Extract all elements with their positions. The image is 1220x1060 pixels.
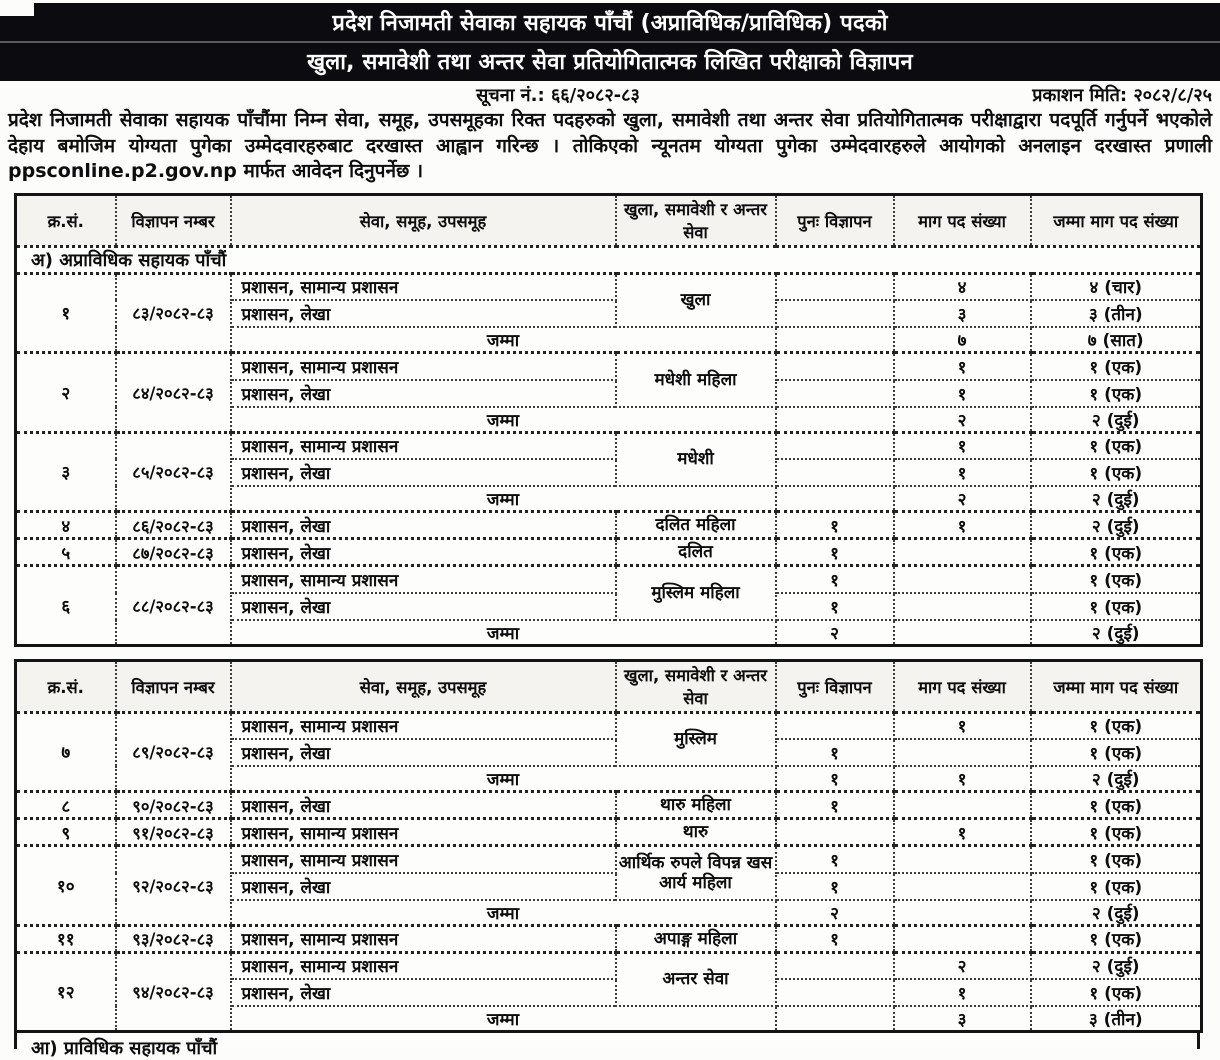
category: थारु महिला xyxy=(616,792,776,819)
advert-number: ९४/२०८२-८३ xyxy=(116,952,231,1032)
category: मुस्लिम xyxy=(616,712,776,766)
service-group: प्रशासन, सामान्य प्रशासन xyxy=(231,925,616,952)
service-group: प्रशासन, सामान्य प्रशासन xyxy=(231,566,616,593)
post-count: १ xyxy=(894,459,1031,486)
category: मधेशी xyxy=(616,432,776,486)
total-post-count: ७ (सात) xyxy=(1031,327,1202,353)
total-post-count: २ (दुई) xyxy=(1031,407,1202,433)
total-post-count: १ (एक) xyxy=(1031,712,1202,739)
sum-label: जम्मा xyxy=(231,620,776,646)
advert-number: ८९/२०८२-८३ xyxy=(116,712,231,792)
sum-label: जम्मा xyxy=(231,327,776,353)
sum-label: जम्मा xyxy=(231,407,776,433)
advert-number: ९०/२०८२-८३ xyxy=(116,792,231,819)
re-advert-count xyxy=(776,1006,894,1032)
table-row xyxy=(16,952,1202,979)
advert-number: ८७/२०८२-८३ xyxy=(116,539,231,566)
re-advert-count xyxy=(776,300,894,327)
advert-number: ८४/२०८२-८३ xyxy=(116,353,231,433)
service-group: प्रशासन, सामान्य प्रशासन xyxy=(231,952,616,979)
re-advert-count xyxy=(776,712,894,739)
column-header: खुला, समावेशी र अन्तर सेवा xyxy=(616,194,776,246)
table-row xyxy=(16,539,1202,566)
serial-number: १२ xyxy=(16,952,116,1032)
serial-number: २ xyxy=(16,353,116,433)
advert-number: ८५/२०८२-८३ xyxy=(116,432,231,512)
post-count: १ xyxy=(894,432,1031,459)
category: दलित xyxy=(616,539,776,566)
serial-number: ८ xyxy=(16,792,116,819)
serial-number: ११ xyxy=(16,925,116,952)
table-row xyxy=(16,712,1202,739)
category: खुला xyxy=(616,273,776,327)
intro-paragraph: प्रदेश निजामती सेवाका सहायक पाँचौंमा निम्न सेवा, समूह, उपसमूहका रिक्त पदहरुको खुला, समावेशी तथा अन्तर सेवा प्रतियोगितात्मक परीक्षाद्वारा पदपूर्ति गर्नुपर्ने भएकोले देहाय बमोजिम योग्यता पुगेका उम्मेदवारहरुबाट दरखास्त आह्वान गरिन्छ । तोकिएको न्यूनतम योग्यता पुगेका उम्मेदवारहरुले आयोगको अनलाइन दरखास्त प्रणाली ppsconline.p2.gov.np मार्फत आवेदन दिनुपर्नेछ । xyxy=(8,109,1212,182)
table-row xyxy=(16,566,1202,593)
total-post-count: १ (एक) xyxy=(1031,566,1202,593)
table-row xyxy=(16,194,1202,246)
total-post-count: १ (एक) xyxy=(1031,846,1202,873)
re-advert-count: १ xyxy=(776,539,894,566)
advert-number: ८८/२०८२-८३ xyxy=(116,566,231,646)
title-line-1: प्रदेश निजामती सेवाका सहायक पाँचौं (अप्राविधिक/प्राविधिक) पदको xyxy=(332,11,888,36)
category: थारु xyxy=(616,819,776,846)
post-count xyxy=(894,873,1031,900)
re-advert-count xyxy=(776,353,894,380)
column-header: जम्मा माग पद संख्या xyxy=(1031,194,1202,246)
post-count xyxy=(894,539,1031,566)
re-advert-count xyxy=(776,952,894,979)
total-post-count: १ (एक) xyxy=(1031,539,1202,566)
service-group: प्रशासन, लेखा xyxy=(231,459,616,486)
post-count xyxy=(894,792,1031,819)
table-row xyxy=(16,353,1202,380)
post-count xyxy=(894,739,1031,766)
service-group: प्रशासन, सामान्य प्रशासन xyxy=(231,432,616,459)
table-row xyxy=(16,660,1202,712)
publish-date: प्रकाशन मिति: २०८२/८/२५ xyxy=(1032,85,1212,106)
total-post-count: २ (दुई) xyxy=(1031,486,1202,512)
post-count xyxy=(894,620,1031,646)
post-count xyxy=(894,925,1031,952)
re-advert-count xyxy=(776,407,894,433)
service-group: प्रशासन, सामान्य प्रशासन xyxy=(231,846,616,873)
service-group: प्रशासन, सामान्य प्रशासन xyxy=(231,273,616,300)
total-post-count: ३ (तीन) xyxy=(1031,1006,1202,1032)
total-post-count: १ (एक) xyxy=(1031,979,1202,1006)
service-group: प्रशासन, लेखा xyxy=(231,300,616,327)
title-banner xyxy=(0,3,1220,81)
post-count: ४ xyxy=(894,273,1031,300)
table-row xyxy=(16,846,1202,873)
scan-corner-notch xyxy=(0,3,34,16)
re-advert-count xyxy=(776,979,894,1006)
post-count xyxy=(894,593,1031,620)
re-advert-count: १ xyxy=(776,925,894,952)
re-advert-count: १ xyxy=(776,846,894,873)
table-row xyxy=(16,432,1202,459)
post-count: १ xyxy=(894,712,1031,739)
re-advert-count: १ xyxy=(776,792,894,819)
column-header: खुला, समावेशी र अन्तर सेवा xyxy=(616,660,776,712)
post-count: २ xyxy=(894,486,1031,512)
total-post-count: १ (एक) xyxy=(1031,925,1202,952)
re-advert-count: १ xyxy=(776,766,894,792)
total-post-count: १ (एक) xyxy=(1031,593,1202,620)
section-heading: अ) अप्राविधिक सहायक पाँचौं xyxy=(16,246,1202,273)
service-group: प्रशासन, लेखा xyxy=(231,739,616,766)
total-post-count: १ (एक) xyxy=(1031,819,1202,846)
service-group: प्रशासन, लेखा xyxy=(231,380,616,407)
section-b-heading: आ) प्राविधिक सहायक पाँचौं xyxy=(31,1038,218,1059)
total-post-count: २ (दुई) xyxy=(1031,900,1202,926)
post-count: १ xyxy=(894,353,1031,380)
category: अपाङ्ग महिला xyxy=(616,925,776,952)
post-count: १ xyxy=(894,819,1031,846)
total-post-count: १ (एक) xyxy=(1031,353,1202,380)
column-header: क्र.सं. xyxy=(16,660,116,712)
column-header: पुनः विज्ञापन xyxy=(776,194,894,246)
advert-number: ९२/२०८२-८३ xyxy=(116,846,231,926)
post-count: ३ xyxy=(894,1006,1031,1032)
re-advert-count xyxy=(776,327,894,353)
service-group: प्रशासन, लेखा xyxy=(231,539,616,566)
total-post-count: २ (दुई) xyxy=(1031,620,1202,646)
table-row xyxy=(16,925,1202,952)
total-post-count: २ (दुई) xyxy=(1031,766,1202,792)
vacancy-table-nontechnical xyxy=(14,193,1203,647)
re-advert-count xyxy=(776,273,894,300)
category: आर्थिक रुपले विपन्न खस आर्य महिला xyxy=(616,846,776,900)
column-header: क्र.सं. xyxy=(16,194,116,246)
column-header: विज्ञापन नम्बर xyxy=(116,660,231,712)
serial-number: १० xyxy=(16,846,116,926)
serial-number: ५ xyxy=(16,539,116,566)
service-group: प्रशासन, सामान्य प्रशासन xyxy=(231,819,616,846)
re-advert-count: २ xyxy=(776,620,894,646)
table-row xyxy=(16,246,1202,273)
service-group: प्रशासन, लेखा xyxy=(231,792,616,819)
post-count: १ xyxy=(894,766,1031,792)
table-row xyxy=(16,273,1202,300)
re-advert-count xyxy=(776,486,894,512)
re-advert-count xyxy=(776,459,894,486)
total-post-count: ४ (चार) xyxy=(1031,273,1202,300)
category: मुस्लिम महिला xyxy=(616,566,776,620)
re-advert-count xyxy=(776,819,894,846)
total-post-count: १ (एक) xyxy=(1031,792,1202,819)
total-post-count: १ (एक) xyxy=(1031,739,1202,766)
re-advert-count: १ xyxy=(776,873,894,900)
notice-row xyxy=(0,83,1220,106)
category: दलित महिला xyxy=(616,512,776,539)
post-count: ७ xyxy=(894,327,1031,353)
table-row xyxy=(16,792,1202,819)
total-post-count: १ (एक) xyxy=(1031,380,1202,407)
service-group: प्रशासन, लेखा xyxy=(231,593,616,620)
serial-number: ३ xyxy=(16,432,116,512)
table-row xyxy=(16,819,1202,846)
table-row xyxy=(16,512,1202,539)
category: अन्तर सेवा xyxy=(616,952,776,1006)
advert-number: ९१/२०८२-८३ xyxy=(116,819,231,846)
re-advert-count: १ xyxy=(776,512,894,539)
re-advert-count: १ xyxy=(776,566,894,593)
column-header: विज्ञापन नम्बर xyxy=(116,194,231,246)
column-header: माग पद संख्या xyxy=(894,194,1031,246)
sum-label: जम्मा xyxy=(231,900,776,926)
column-header: सेवा, समूह, उपसमूह xyxy=(231,194,616,246)
serial-number: ६ xyxy=(16,566,116,646)
total-post-count: १ (एक) xyxy=(1031,432,1202,459)
post-count xyxy=(894,900,1031,926)
section-b-row-clipped xyxy=(14,1033,1200,1059)
advert-number: ८३/२०८२-८३ xyxy=(116,273,231,353)
re-advert-count: २ xyxy=(776,900,894,926)
serial-number: ७ xyxy=(16,712,116,792)
title-line-2: खुला, समावेशी तथा अन्तर सेवा प्रतियोगितात्मक लिखित परीक्षाको विज्ञापन xyxy=(0,41,1220,79)
sum-label: जम्मा xyxy=(231,486,776,512)
advert-number: ९३/२०८२-८३ xyxy=(116,925,231,952)
column-header: माग पद संख्या xyxy=(894,660,1031,712)
post-count xyxy=(894,846,1031,873)
total-post-count: २ (दुई) xyxy=(1031,512,1202,539)
service-group: प्रशासन, सामान्य प्रशासन xyxy=(231,353,616,380)
category: मधेशी महिला xyxy=(616,353,776,407)
post-count: १ xyxy=(894,380,1031,407)
re-advert-count: १ xyxy=(776,739,894,766)
serial-number: १ xyxy=(16,273,116,353)
total-post-count: १ (एक) xyxy=(1031,873,1202,900)
total-post-count: १ (एक) xyxy=(1031,459,1202,486)
post-count xyxy=(894,566,1031,593)
post-count: १ xyxy=(894,512,1031,539)
notice-number: सूचना नं.: ६६/२०८२-८३ xyxy=(476,85,640,106)
column-header: सेवा, समूह, उपसमूह xyxy=(231,660,616,712)
column-header: जम्मा माग पद संख्या xyxy=(1031,660,1202,712)
total-post-count: २ (दुई) xyxy=(1031,952,1202,979)
sum-label: जम्मा xyxy=(231,1006,776,1032)
post-count: ३ xyxy=(894,300,1031,327)
column-header: पुनः विज्ञापन xyxy=(776,660,894,712)
service-group: प्रशासन, लेखा xyxy=(231,979,616,1006)
serial-number: ९ xyxy=(16,819,116,846)
service-group: प्रशासन, लेखा xyxy=(231,512,616,539)
post-count: १ xyxy=(894,979,1031,1006)
serial-number: ४ xyxy=(16,512,116,539)
sum-label: जम्मा xyxy=(231,766,776,792)
advert-number: ८६/२०८२-८३ xyxy=(116,512,231,539)
vacancy-table-continued xyxy=(14,659,1203,1034)
post-count: २ xyxy=(894,952,1031,979)
re-advert-count xyxy=(776,380,894,407)
total-post-count: ३ (तीन) xyxy=(1031,300,1202,327)
service-group: प्रशासन, लेखा xyxy=(231,873,616,900)
post-count: २ xyxy=(894,407,1031,433)
re-advert-count: १ xyxy=(776,593,894,620)
re-advert-count xyxy=(776,432,894,459)
service-group: प्रशासन, सामान्य प्रशासन xyxy=(231,712,616,739)
